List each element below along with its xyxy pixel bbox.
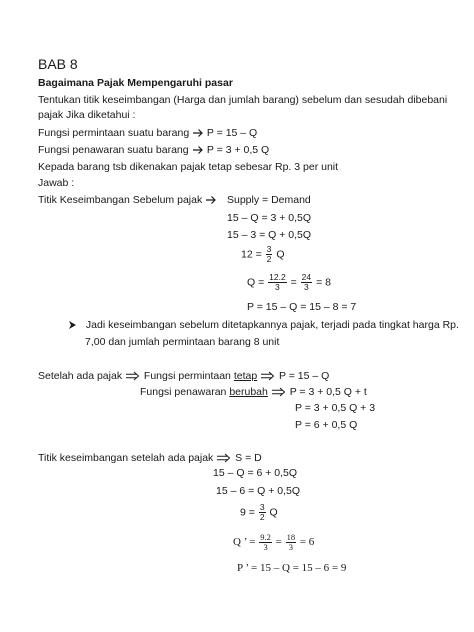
after-tax-line-2	[140, 386, 367, 399]
section-title: Bagaimana Pajak Mempengaruhi pasar	[38, 77, 233, 89]
chapter-title: BAB 8	[38, 56, 78, 72]
intro-line-1: Tentukan titik keseimbangan (Harga dan jumlah barang) sebelum dan sesudah dibebani	[38, 94, 448, 106]
after-step-1: 15 – Q = 6 + 0,5Q	[213, 467, 298, 479]
before-step-4	[247, 273, 331, 292]
conclusion-line-2: 7,00 dan jumlah permintaan barang 8 unit	[85, 336, 280, 348]
fixed-word: tetap	[233, 370, 258, 382]
fraction-denominator: 2	[259, 512, 265, 522]
after-tax-line-1	[38, 370, 329, 383]
supply-changed-equation: P = 3 + 0,5 Q + t	[289, 386, 367, 398]
after-tax-line-4: P = 6 + 0,5 Q	[295, 419, 358, 431]
fraction-numerator: 18	[286, 532, 296, 542]
answer-label: Jawab :	[38, 177, 75, 189]
supply-changed-label: Fungsi penawaran	[140, 386, 227, 398]
supply-equation: P = 3 + 0,5 Q	[206, 144, 270, 156]
fraction-denominator: 3	[304, 282, 309, 292]
double-arrow-icon	[216, 453, 232, 463]
fraction-denominator: 3	[275, 282, 280, 292]
demand-fixed-label: Fungsi permintaan	[143, 370, 231, 382]
after-tax-line-3: P = 3 + 0,5 Q + 3	[295, 402, 376, 414]
fraction-2	[286, 533, 297, 552]
after-step-4	[233, 533, 314, 552]
fraction-1	[259, 533, 272, 552]
demand-equation: P = 15 – Q	[206, 127, 258, 139]
equals-sign: =	[290, 276, 297, 289]
before-condition: Supply = Demand	[227, 194, 311, 206]
fraction-1	[268, 273, 287, 292]
before-step-5: P = 15 – Q = 15 – 8 = 7	[247, 301, 357, 313]
fraction-numerator: 3	[259, 502, 265, 512]
conclusion-line-1	[68, 319, 459, 332]
fraction-three-halves	[259, 503, 266, 522]
after-step-2: 15 – 6 = Q + 0,5Q	[216, 485, 301, 497]
demand-label: Fungsi permintaan suatu barang	[38, 127, 190, 139]
demand-fixed-equation: P = 15 – Q	[279, 370, 330, 382]
after-step-5: P ’ = 15 – Q = 15 – 6 = 9	[237, 562, 347, 574]
before-step-1: 15 – Q = 3 + 0,5Q	[227, 212, 312, 224]
after-condition: S = D	[235, 452, 262, 464]
fraction-three-halves	[266, 245, 273, 264]
after-label: Titik keseimbangan setelah ada pajak	[38, 452, 214, 464]
step-3-right: Q	[269, 506, 278, 519]
demand-row	[192, 127, 257, 140]
before-label: Titik Keseimbangan Sebelum pajak	[38, 194, 203, 206]
before-step-3	[241, 245, 284, 264]
supply-row	[192, 144, 269, 157]
fraction-denominator: 3	[263, 542, 268, 552]
right-arrow-icon	[192, 128, 204, 138]
after-step-3	[240, 503, 278, 522]
before-step-2: 15 – 3 = Q + 0,5Q	[227, 229, 312, 241]
step-4-right: = 6	[299, 536, 315, 549]
right-arrow-icon	[192, 145, 204, 155]
equals-sign: =	[275, 536, 282, 549]
before-row	[38, 194, 217, 207]
step-3-right: Q	[276, 248, 285, 261]
double-arrow-icon	[271, 387, 287, 397]
step-4-left: Q ’ =	[233, 536, 256, 549]
fraction-denominator: 3	[288, 542, 293, 552]
conclusion-text-1: Jadi keseimbangan sebelum ditetapkannya pajak, terjadi pada tingkat harga Rp.	[85, 319, 459, 331]
fraction-denominator: 2	[266, 254, 272, 264]
fraction-numerator: 12.2	[269, 272, 286, 282]
tax-statement: Kepada barang tsb dikenakan pajak tetap sebesar Rp. 3 per unit	[38, 161, 339, 173]
after-tax-label: Setelah ada pajak	[38, 370, 123, 382]
intro-line-2: pajak Jika diketahui :	[38, 109, 136, 121]
fraction-numerator: 24	[301, 272, 312, 282]
right-arrow-icon	[205, 195, 217, 205]
step-3-left: 12 =	[241, 248, 262, 261]
double-arrow-icon	[260, 371, 276, 381]
double-arrow-icon	[125, 371, 141, 381]
step-4-right: = 8	[316, 276, 331, 289]
supply-label: Fungsi penawaran suatu barang	[38, 144, 189, 156]
after-row	[38, 452, 262, 465]
arrowhead-bullet-icon	[68, 320, 77, 330]
fraction-numerator: 3	[266, 244, 272, 254]
step-3-left: 9 =	[240, 506, 255, 519]
fraction-numerator: 9.2	[260, 532, 271, 542]
fraction-2	[301, 273, 312, 292]
step-4-left: Q =	[247, 276, 265, 289]
changed-word: berubah	[229, 386, 268, 398]
